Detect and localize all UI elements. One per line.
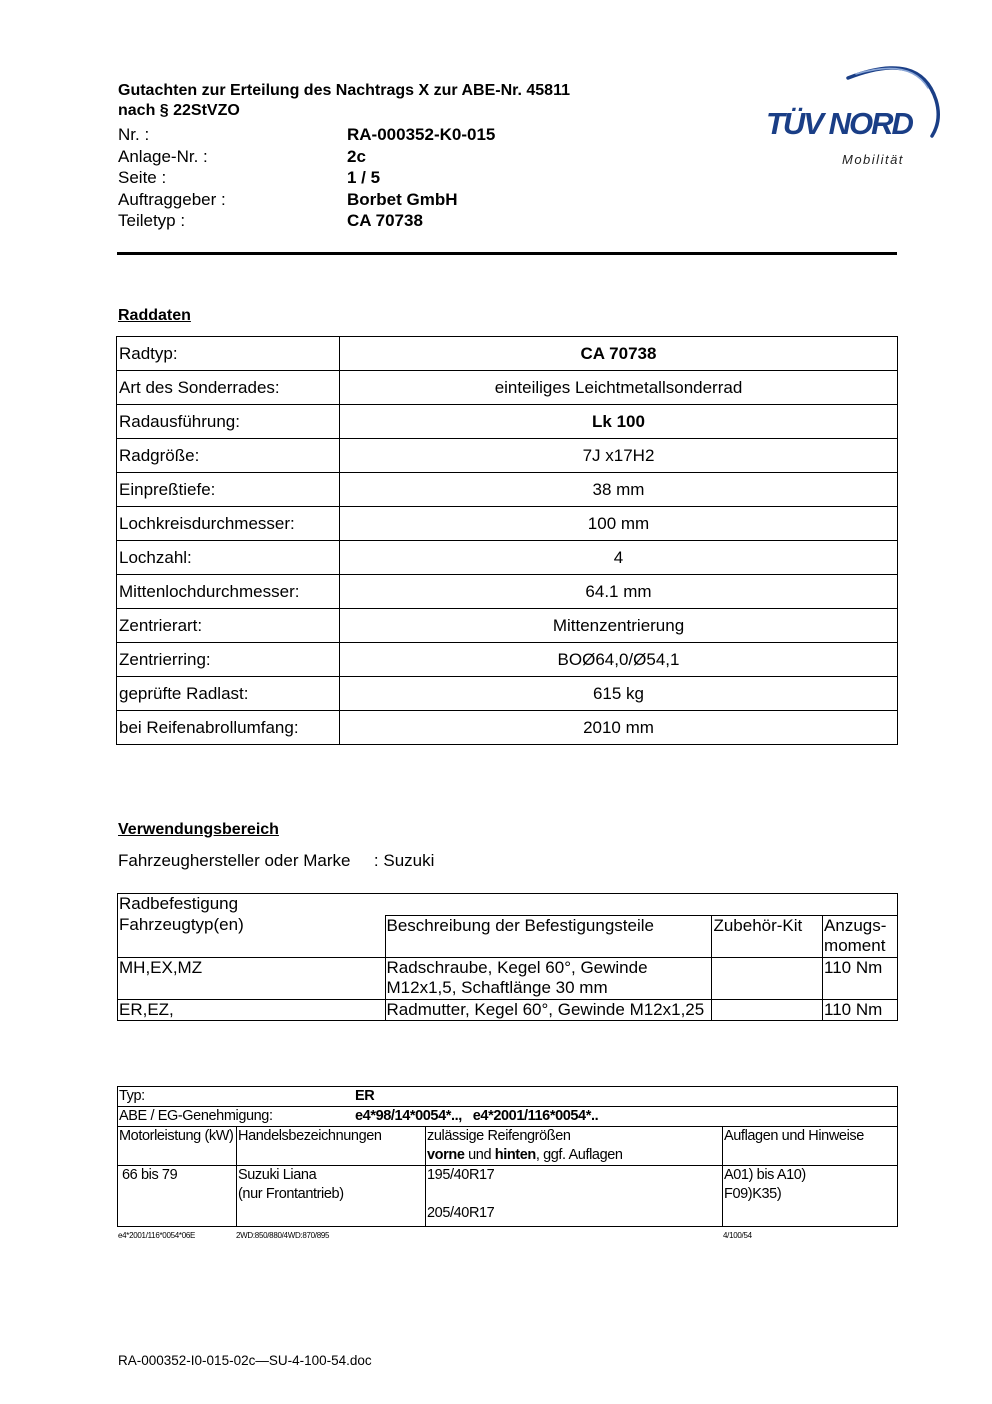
table-header-row — [118, 915, 898, 957]
header-value: 2c — [347, 146, 366, 166]
cell-desc: Radmutter, Kegel 60°, Gewinde M12x1,25 — [385, 999, 712, 1021]
column-header-text: Anzugs-moment — [824, 915, 887, 955]
reifen-header-auflagen: , ggf. Auflagen — [535, 1147, 623, 1163]
auflagen-line2: F09)K35) — [724, 1186, 782, 1202]
manufacturer-separator: : — [373, 851, 379, 870]
header-label: Seite : — [118, 168, 167, 187]
row-value: einteiliges Leichtmetallsonderrad — [340, 371, 898, 405]
cell-auflagen — [723, 1166, 898, 1227]
table-row — [118, 1107, 898, 1127]
row-label: Lochkreisdurchmesser: — [117, 507, 340, 541]
handel-line2: (nur Frontantrieb) — [238, 1186, 344, 1202]
column-header: Zubehör-Kit — [712, 915, 823, 957]
table-row — [118, 1166, 898, 1227]
table-row — [118, 957, 898, 999]
reifen-line1: 195/40R17 — [427, 1167, 495, 1183]
befestigung-caption: Radbefestigung — [118, 894, 898, 916]
table-row — [117, 575, 898, 609]
table-row — [117, 371, 898, 405]
section-title-verwendung: Verwendungsbereich — [118, 821, 279, 838]
row-value: 100 mm — [340, 507, 898, 541]
column-header: Beschreibung der Befestigungsteile — [385, 915, 712, 957]
header-label: Anlage-Nr. : — [118, 146, 208, 166]
column-header-reifen — [426, 1127, 723, 1166]
row-value: 4 — [340, 541, 898, 575]
row-label: bei Reifenabrollumfang: — [117, 711, 340, 745]
row-label: geprüfte Radlast: — [117, 677, 340, 711]
table-row — [117, 439, 898, 473]
cell-desc: Radschraube, Kegel 60°, Gewinde M12x1,5, Schaftlänge 30 mm — [385, 957, 712, 999]
row-label: Art des Sonderrades: — [117, 371, 340, 405]
reifen-header-line1: zulässige Reifengrößen — [427, 1128, 571, 1144]
table-row — [118, 1087, 898, 1107]
column-header: Fahrzeugtyp(en) — [118, 915, 386, 957]
footnote-drive: 2WD:850/880/4WD:870/895 — [236, 1231, 330, 1240]
header-value: 1 / 5 — [347, 168, 381, 187]
cell-moment: 110 Nm — [823, 999, 898, 1021]
header-meta — [118, 124, 495, 232]
cell-kit — [712, 957, 823, 999]
logo-wordmark: TÜV NORD — [766, 106, 912, 141]
table-header-row — [118, 1127, 898, 1166]
reifen-header-hinten: hinten — [494, 1147, 536, 1163]
table-row — [117, 337, 898, 371]
typ-label: Typ: — [119, 1088, 145, 1104]
document-filename: RA-000352-I0-015-02c—SU-4-100-54.doc — [118, 1353, 372, 1368]
row-label: Radgröße: — [117, 439, 340, 473]
header-label: Auftraggeber : — [118, 189, 226, 209]
cell-typ: MH,EX,MZ — [118, 957, 386, 999]
column-header — [823, 915, 898, 957]
cell-typ: ER,EZ, — [118, 999, 386, 1021]
row-value: 7J x17H2 — [340, 439, 898, 473]
header-row-nr — [118, 124, 495, 146]
footnote-approval: e4*2001/116*0054*06E — [118, 1231, 196, 1240]
reifen-header-und: und — [464, 1147, 495, 1163]
row-value: 615 kg — [340, 677, 898, 711]
footnote-bolt: 4/100/54 — [723, 1231, 752, 1240]
cell-motor: 66 bis 79 — [118, 1166, 237, 1227]
section-title-raddaten: Raddaten — [118, 307, 191, 324]
table-row — [117, 609, 898, 643]
cell-reifen — [426, 1166, 723, 1227]
typ-table — [117, 1086, 898, 1227]
table-row — [117, 473, 898, 507]
abe-value: e4*98/14*0054*.., e4*2001/116*0054*.. — [355, 1108, 599, 1124]
cell-handel — [237, 1166, 426, 1227]
header-divider — [117, 252, 897, 255]
logo-subtitle: Mobilität — [842, 152, 904, 167]
row-label: Radausführung: — [117, 405, 340, 439]
row-value: Lk 100 — [340, 405, 898, 439]
typ-value: ER — [355, 1088, 375, 1104]
abe-label: ABE / EG-Genehmigung: — [119, 1108, 273, 1124]
header-label: Nr. : — [118, 125, 150, 144]
befestigung-table — [117, 893, 898, 1021]
table-row — [117, 541, 898, 575]
table-row — [117, 677, 898, 711]
cell-moment: 110 Nm — [823, 957, 898, 999]
column-header: Motorleistung (kW) — [118, 1127, 237, 1166]
table-row — [117, 405, 898, 439]
row-value: 64.1 mm — [340, 575, 898, 609]
column-header: Handelsbezeichnungen — [237, 1127, 426, 1166]
auflagen-line1: A01) bis A10) — [724, 1167, 806, 1183]
table-row — [118, 894, 898, 916]
typ-row — [118, 1087, 898, 1107]
cell-kit — [712, 999, 823, 1021]
header-value: RA-000352-K0-015 — [347, 125, 496, 144]
manufacturer-value: Suzuki — [383, 851, 435, 870]
row-label: Lochzahl: — [117, 541, 340, 575]
header-row-teiletyp — [118, 210, 495, 232]
row-value: Mittenzentrierung — [340, 609, 898, 643]
row-label: Mittenlochdurchmesser: — [117, 575, 340, 609]
row-value: CA 70738 — [340, 337, 898, 371]
header-row-seite — [118, 167, 495, 189]
table-row — [117, 643, 898, 677]
header-value: Borbet GmbH — [347, 189, 458, 209]
row-label: Radtyp: — [117, 337, 340, 371]
table-row — [118, 999, 898, 1021]
handel-line1: Suzuki Liana — [238, 1167, 317, 1183]
row-value: 38 mm — [340, 473, 898, 507]
row-value: BOØ64,0/Ø54,1 — [340, 643, 898, 677]
row-label: Zentrierart: — [117, 609, 340, 643]
document-title: Gutachten zur Erteilung des Nachtrags X zur ABE-Nr. 45811 nach § 22StVZO — [118, 82, 570, 119]
row-value: 2010 mm — [340, 711, 898, 745]
reifen-line2: 205/40R17 — [427, 1205, 495, 1221]
abe-row — [118, 1107, 898, 1127]
column-header: Auflagen und Hinweise — [723, 1127, 898, 1166]
header-label: Teiletyp : — [118, 211, 186, 230]
header-row-anlage — [118, 146, 495, 168]
table-row — [117, 711, 898, 745]
header-row-auftraggeber — [118, 189, 495, 211]
manufacturer-line — [118, 851, 434, 871]
table-row — [117, 507, 898, 541]
tuv-nord-logo — [760, 58, 945, 173]
raddaten-table — [116, 336, 898, 745]
header-value: CA 70738 — [347, 211, 423, 230]
manufacturer-label: Fahrzeughersteller oder Marke — [118, 851, 351, 870]
row-label: Einpreßtiefe: — [117, 473, 340, 507]
row-label: Zentrierring: — [117, 643, 340, 677]
reifen-header-vorne: vorne — [427, 1147, 465, 1163]
